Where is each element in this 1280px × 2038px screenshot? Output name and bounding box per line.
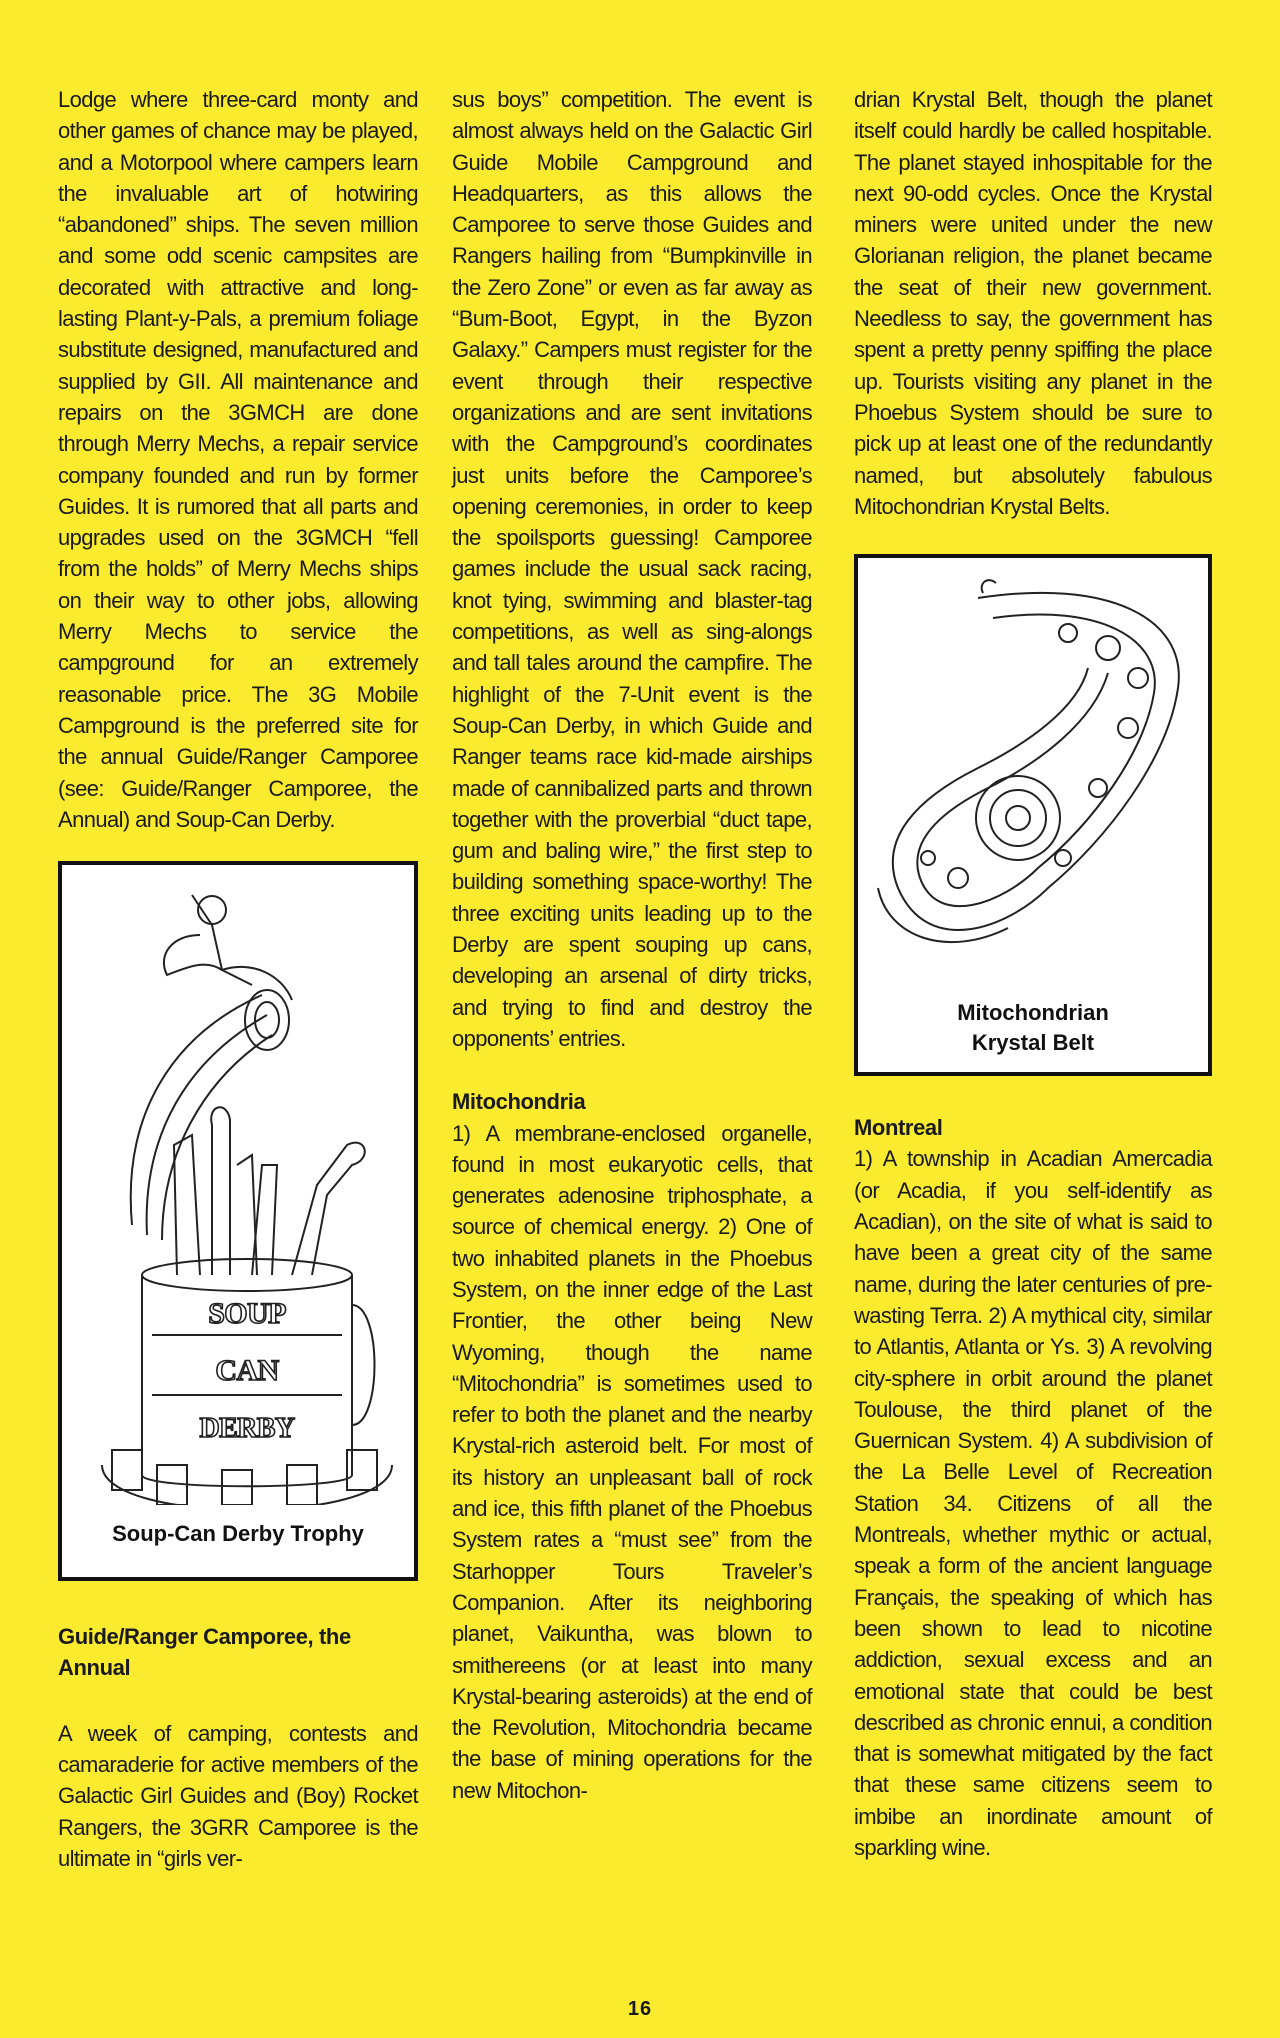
camporee-heading: Guide/Ranger Camporee, the Annual: [58, 1624, 351, 1681]
krystal-belt-caption-line-1: Mitochondrian: [957, 1000, 1109, 1026]
column-1: [58, 84, 418, 1874]
page-number: 16: [627, 1998, 653, 2020]
trophy-lettering-can: CAN: [215, 1354, 279, 1388]
column-2: [452, 84, 812, 1806]
camporee-paragraph: A week of camping, contests and camaraderie for active members of the Galactic Girl Guides and (Boy) Rocket Rangers, the 3GRR Camporee is the ultimate in “girls ver-: [58, 1720, 418, 1871]
trophy-lettering-derby: DERBY: [199, 1413, 295, 1445]
krystal-belt-caption: [858, 998, 1208, 1058]
montreal-heading: Montreal: [854, 1115, 943, 1141]
trophy-caption: Soup-Can Derby Trophy: [112, 1521, 364, 1547]
mitochondria-paragraph: 1) A membrane-enclosed organelle, found in most eukaryotic cells, that generates adenosine triphosphate, a source of chemical energy. 2) One of two inhabited planets in the Phoebus System, on the inner edge of the Last Frontier, the other being New Wyoming, though the name “Mitochondria” is sometimes used to refer to both the planet and the nearby Krystal-rich asteroid belt. For most of its history an unpleasant ball of rock and ice, this fifth planet of the Phoebus System rates a “must see” from the Starhopper Tours Traveler’s Companion. After its neighboring planet, Vaikuntha, was blown to smithereens (or at least into many Krystal-bearing asteroids) at the end of the Revolution, Mitochondria became the base of mining operations for the new Mitochon-: [452, 1120, 812, 1803]
krystal-belt-caption-line-2: Krystal Belt: [971, 1030, 1095, 1056]
trophy-lettering-soup: SOUP: [208, 1297, 286, 1331]
soup-can-derby-trophy-figure: [58, 861, 418, 1581]
krystal-belt-figure: [854, 554, 1212, 1076]
camporee-continued-paragraph: sus boys” competition. The event is almost always held on the Galactic Girl Guide Mobile Campground and Headquarters, as this allows the Camporee to serve those Guides and Rangers hailing from “Bumpkinville in the Zero Zone” or even as far away as “Bum-Boot, Egypt, in the Byzon Galaxy.” Campers must register for the event through their respective organizations and are sent invitations with the Campground’s coordinates just units before the Camporee’s opening ceremonies, in order to keep the spoilsports guessing! Camporee games include the usual sack racing, knot tying, swimming and blaster-tag competitions, as well as sing-alongs and tall tales around the campfire. The highlight of the 7-Unit event is the Soup-Can Derby, in which Guide and Ranger teams race kid-made airships made of cannibalized parts and thrown together with the proverbial “duct tape, gum and baling wire,” the first step to building something space-worthy! The three exciting units leading up to the Derby are spent souping up cans, developing an arsenal of dirty tricks, and trying to find and destroy the opponents’ entries.: [452, 87, 812, 1051]
campground-paragraph: Lodge where three-card monty and other games of chance may be played, and a Motorpool where campers learn the invaluable art of hotwiring “abandoned” ships. The seven million and some odd scenic campsites are decorated with attractive and long-lasting Plant-y-Pals, a premium foliage substitute designed, manufactured and supplied by GII. All maintenance and repairs on the 3GMCH are done through Merry Mechs, a repair service company founded and run by former Guides. It is rumored that all parts and upgrades used on the 3GMCH “fell from the holds” of Merry Mechs ships on their way to other jobs, allowing Merry Mechs to service the campground for an extremely reasonable price. The 3G Mobile Campground is the preferred site for the annual Guide/Ranger Camporee (see: Guide/Ranger Camporee, the Annual) and Soup-Can Derby.: [58, 87, 418, 832]
trophy-illustration: [62, 865, 414, 1505]
column-3: [854, 84, 1212, 1863]
mitochondria-heading: Mitochondria: [452, 1089, 586, 1115]
krystal-belt-illustration: [858, 558, 1208, 998]
montreal-paragraph: 1) A township in Acadian Amercadia (or Acadia, if you self-identify as Acadian), on the site of what is said to have been a great city of the same name, during the later centuries of pre-wasting Terra. 2) A mythical city, similar to Atlantis, Atlanta or Ys. 3) A revolving city-sphere in orbit around the planet Toulouse, the third planet of the Guernican System. 4) A subdivision of the La Belle Level of Recreation Station 34. Citizens of all the Montreals, whether mythic or actual, speak a form of the ancient language Français, the speaking of which has been shown to lead to nicotine addiction, sexual excess and an emotional state that could be best described as chronic ennui, a condition that is somewhat mitigated by the fact that these same citizens seem to imbibe an inordinate amount of sparkling wine.: [854, 1146, 1212, 1860]
mitochondria-continued-paragraph: drian Krystal Belt, though the planet itself could hardly be called hospitable. The planet stayed inhospitable for the next 90-odd cycles. Once the Krystal miners were united under the new Glorianan religion, the planet became the seat of their new government. Needless to say, the government has spent a pretty penny spiffing the place up. Tourists visiting any planet in the Phoebus System should be sure to pick up at least one of the redundantly named, but absolutely fabulous Mitochondrian Krystal Belts.: [854, 87, 1212, 519]
